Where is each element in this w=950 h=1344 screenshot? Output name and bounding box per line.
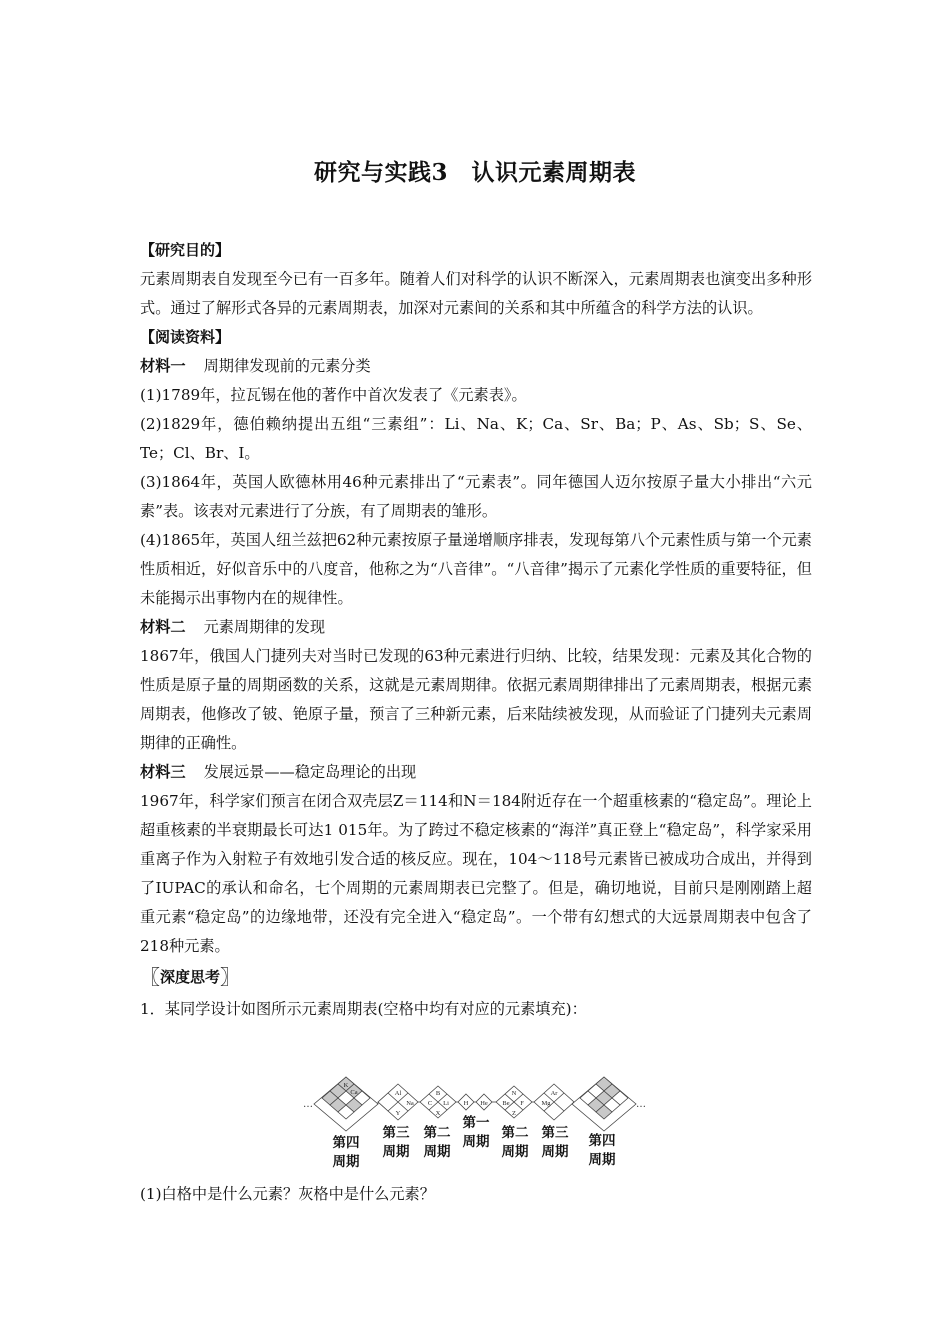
right-bracket-icon: 〗 [220,965,241,989]
document-body [140,236,812,1024]
cell-z: Z [512,1110,516,1117]
cell-mg: Mg [541,1100,551,1107]
period-label-3-left: 第三 周期 [382,1125,410,1160]
cell-n: N [511,1090,517,1097]
period-label-1: 第一 周期 [462,1115,490,1150]
material-two-title [140,613,812,642]
material-three-label: 材料三 [140,763,186,781]
deep-thinking-text: 深度思考 [160,968,221,986]
cell-y: Y [395,1110,401,1117]
periodic-table-figure [300,1074,650,1178]
cell-h: H [463,1100,469,1107]
period-label-4-left: 第四 周期 [332,1135,360,1170]
ellipsis-left: … [303,1099,313,1110]
cell-x: X [435,1110,441,1117]
page-title: 研究与实践3 认识元素周期表 [313,159,636,186]
cell-he: He [480,1100,488,1107]
period-label-2-left: 第二 周期 [423,1125,451,1160]
material-two-text: 1867年，俄国人门捷列夫对当时已发现的63种元素进行归纳、比较，结果发现：元素及其化合物的性质是原子量的周期函数的关系，这就是元素周期律。依据元素周期律排出了元素周期表，根据元素周期表，他修改了铍、铯原子量，预言了三种新元素，后来陆续被发现，从而验证了门捷列夫元素周期律的正确性。 [140,647,812,752]
material-three-title [140,758,812,787]
question-one-sub1: (1)白格中是什么元素？灰格中是什么元素？ [140,1185,435,1203]
material-three-heading: 发展远景——稳定岛理论的出现 [203,763,417,781]
material-two-heading: 元素周期律的发现 [203,618,326,636]
material-one-p1: (1)1789年，拉瓦锡在他的著作中首次发表了《元素表》。 [140,386,527,404]
period-label-2-right: 第二 周期 [501,1125,529,1160]
material-one-heading: 周期律发现前的元素分类 [203,357,371,375]
left-bracket-icon: 〖 [140,965,160,989]
material-two-label: 材料二 [140,618,186,636]
ellipsis-right: … [636,1099,646,1110]
reading-heading: 【阅读资料】 [140,328,231,346]
cell-c: C [427,1100,433,1107]
purpose-text: 元素周期表自发现至今已有一百多年。随着人们对科学的认识不断深入，元素周期表也演变出多种形式。通过了解形式各异的元素周期表，加深对元素间的关系和其中所蕴含的科学方法的认识。 [140,270,812,317]
cell-ar: Ar [550,1090,558,1097]
purpose-heading: 【研究目的】 [140,241,231,259]
material-one-p4: (4)1865年，英国人纽兰兹把62种元素按原子量递增顺序排表，发现每第八个元素性质与第一个元素性质相近，好似音乐中的八度音，他称之为“八音律”。“八音律”揭示了元素化学性质的重要特征，但未能揭示出事物内在的规律性。 [140,531,812,607]
period-label-3-right: 第三 周期 [541,1125,569,1160]
cell-f: F [520,1100,524,1107]
cell-be: Be [502,1100,510,1107]
question-one: 1．某同学设计如图所示元素周期表(空格中均有对应的元素填充)： [140,1000,587,1018]
material-one-title [140,352,812,381]
cell-na: Na [406,1100,414,1107]
material-one-label: 材料一 [140,357,186,375]
material-one-p3: (3)1864年，英国人欧德林用46种元素排出了“元素表”。同年德国人迈尔按原子量大小排出“六元素”表。该表对元素进行了分族，有了周期表的雏形。 [140,473,812,520]
material-three-text: 1967年，科学家们预言在闭合双壳层Z＝114和N＝184附近存在一个超重核素的“稳定岛”。理论上超重核素的半衰期最长可达1 015年。为了跨过不稳定核素的“海洋”真正登上“稳定岛”，科学家采用重离子作为入射粒子有效地引发合适的核反应。现在，104～118号元素皆已被成功合成出，并得到了IUPAC的承认和命名，七个周期的元素周期表已完整了。但是，确切地说，目前只是刚刚踏上超重元素“稳定岛”的边缘地带，还没有完全进入“稳定岛”。一个带有幻想式的大远景周期表中包含了218种元素。 [140,792,812,955]
deep-thinking-label [140,965,240,989]
cell-k: K [343,1082,349,1089]
period-label-4-right: 第四 周期 [588,1133,616,1168]
material-one-p2: (2)1829年，德伯赖纳提出五组“三素组”：Li、Na、K；Ca、Sr、Ba；P、As、Sb；S、Se、Te；Cl、Br、I。 [140,415,812,462]
cell-ca: Ca [350,1089,358,1096]
cell-b: B [435,1090,441,1097]
cell-li: Li [443,1100,449,1107]
cell-al: Al [394,1090,402,1097]
